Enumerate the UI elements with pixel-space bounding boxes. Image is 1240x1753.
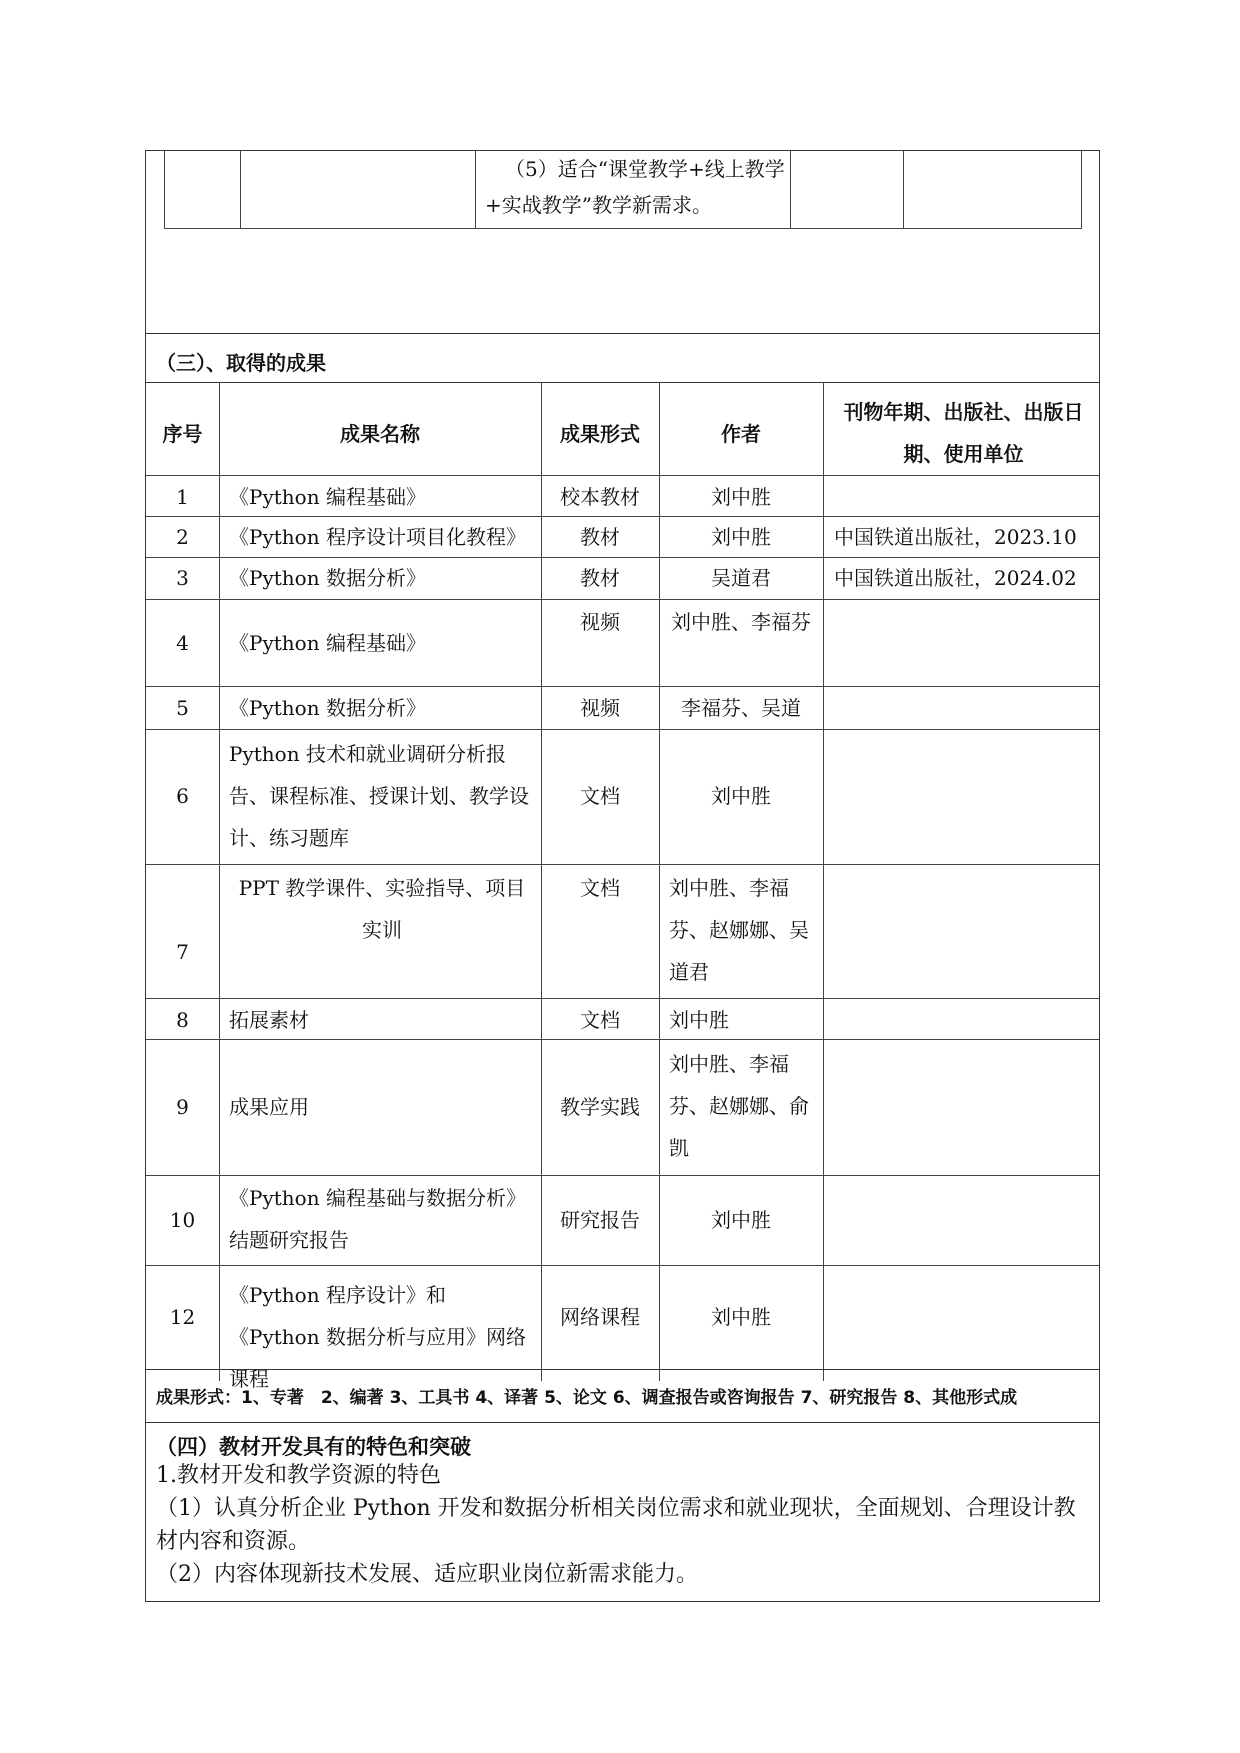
- header-publication: 刊物年期、出版社、出版日期、使用单位: [843, 400, 1084, 466]
- row-7-author: 刘中胜、李福芬、赵娜娜、吴道君: [669, 876, 809, 984]
- row-2-publication: 中国铁道出版社，2023.10: [834, 525, 1077, 549]
- row-1-index: 1: [176, 485, 189, 509]
- row-5-author: 李福芬、吴道: [681, 696, 801, 720]
- row-4-form: 视频: [580, 610, 620, 634]
- row-10-form: 研究报告: [560, 1208, 640, 1232]
- row-2-index: 2: [176, 525, 189, 549]
- row-9-author: 刘中胜、李福芬、赵娜娜、俞凯: [669, 1052, 809, 1160]
- header-author: 作者: [721, 422, 761, 446]
- row-9-name: 成果应用: [229, 1095, 309, 1119]
- row-5-index: 5: [176, 696, 189, 720]
- row-8-name: 拓展素材: [229, 1008, 309, 1032]
- row-8-index: 8: [176, 1008, 189, 1032]
- row-10-author: 刘中胜: [711, 1208, 771, 1232]
- row-10-index: 10: [169, 1208, 196, 1232]
- row-5-form: 视频: [580, 696, 620, 720]
- row-7-form: 文档: [580, 876, 620, 900]
- section4-paragraph-3: （2）内容体现新技术发展、适应职业岗位新需求能力。: [156, 1562, 698, 1587]
- section4-title: （四）教材开发具有的特色和突破: [156, 1435, 471, 1459]
- header-form: 成果形式: [560, 422, 640, 446]
- row-1-author: 刘中胜: [711, 485, 771, 509]
- row-7-name: PPT 教学课件、实验指导、项目实训: [238, 876, 526, 942]
- row-1-name: 《Python 编程基础》: [229, 485, 426, 509]
- row-3-form: 教材: [580, 566, 620, 590]
- row-2-name: 《Python 程序设计项目化教程》: [229, 525, 526, 549]
- row-4-author: 刘中胜、李福芬: [671, 610, 811, 634]
- row-3-name: 《Python 数据分析》: [229, 566, 426, 590]
- row-6-author: 刘中胜: [711, 784, 771, 808]
- row-7-index: 7: [176, 940, 189, 964]
- section3-title: （三）、取得的成果: [156, 351, 326, 375]
- row-8-form: 文档: [580, 1008, 620, 1032]
- row-12-form: 网络课程: [560, 1305, 640, 1329]
- header-index: 序号: [162, 422, 203, 446]
- results-form-legend: 成果形式：1、专著 2、编著 3、工具书 4、译著 5、论文 6、调查报告或咨询报告 7、研究报告 8、其他形式成: [156, 1388, 1018, 1408]
- row-3-index: 3: [176, 566, 189, 590]
- row-9-form: 教学实践: [560, 1095, 640, 1119]
- continued-requirement-text: （5）适合“课堂教学+线上教学+实战教学”教学新需求。: [485, 157, 785, 217]
- row-4-name: 《Python 编程基础》: [229, 631, 426, 655]
- section4-paragraph-1: 1.教材开发和教学资源的特色: [156, 1463, 441, 1488]
- row-12-name: 《Python 程序设计》和《Python 数据分析与应用》网络课程: [229, 1283, 526, 1391]
- row-5-name: 《Python 数据分析》: [229, 696, 426, 720]
- continued-table: [164, 151, 1082, 229]
- row-6-name: Python 技术和就业调研分析报告、课程标准、授课计划、教学设计、练习题库: [229, 742, 529, 850]
- row-3-publication: 中国铁道出版社，2024.02: [834, 566, 1077, 590]
- section4-paragraph-2: （1）认真分析企业 Python 开发和数据分析相关岗位需求和就业现状，全面规划、合理设计教材内容和资源。: [156, 1496, 1076, 1554]
- row-2-author: 刘中胜: [711, 525, 771, 549]
- row-12-index: 12: [169, 1305, 196, 1329]
- row-4-index: 4: [176, 631, 189, 655]
- row-8-author: 刘中胜: [669, 1008, 729, 1032]
- row-6-index: 6: [176, 784, 189, 808]
- row-9-index: 9: [176, 1095, 189, 1119]
- row-1-form: 校本教材: [560, 485, 640, 509]
- document-frame: [145, 150, 1100, 1602]
- row-2-form: 教材: [580, 525, 620, 549]
- row-3-author: 吴道君: [711, 566, 771, 590]
- row-12-author: 刘中胜: [711, 1305, 771, 1329]
- header-name: 成果名称: [340, 422, 420, 446]
- row-6-form: 文档: [580, 784, 620, 808]
- row-10-name: 《Python 编程基础与数据分析》结题研究报告: [229, 1186, 526, 1252]
